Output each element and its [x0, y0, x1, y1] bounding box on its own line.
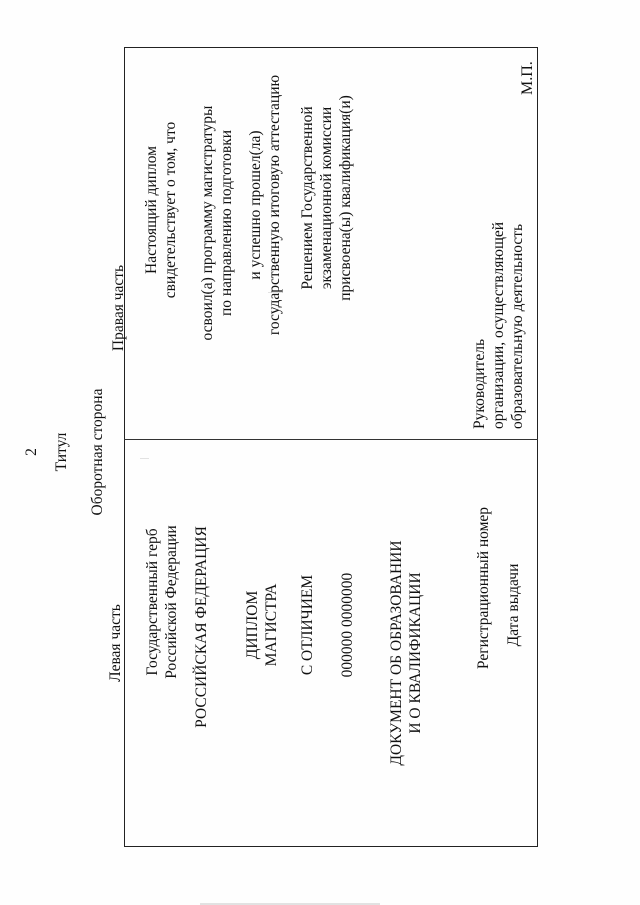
center-divider	[124, 439, 538, 440]
registration-number-label: Регистрационный номер	[475, 506, 492, 670]
diploma-title-line-1: ДИПЛОМ	[244, 590, 261, 660]
commission-line-2: экзаменационной комиссии	[318, 106, 335, 290]
honors-label: С ОТЛИЧИЕМ	[299, 574, 316, 676]
issue-date-label: Дата выдачи	[505, 563, 522, 647]
page-number: 2	[23, 448, 40, 456]
program-line-2: по направлению подготовки	[218, 129, 235, 317]
attestation-line-2: государственную итоговую аттестацию	[266, 74, 283, 336]
head-line-1: Руководитель	[471, 338, 488, 429]
document-type-line-2: И О КВАЛИФИКАЦИИ	[407, 572, 424, 734]
scan-artifact	[140, 458, 149, 459]
left-part-header: Левая часть	[107, 604, 124, 682]
emblem-line-1: Государственный герб	[144, 528, 161, 676]
document-type-line-1: ДОКУМЕНТ ОБ ОБРАЗОВАНИИ	[388, 540, 405, 766]
side-title: Оборотная сторона	[89, 388, 106, 516]
statement-line-2: свидетельствует о том, что	[162, 121, 179, 299]
stamp-placeholder: М.П.	[519, 61, 536, 95]
attestation-line-1: и успешно прошел(ла)	[247, 130, 264, 280]
commission-line-1: Решением Государственной	[299, 106, 316, 290]
statement-line-1: Настоящий диплом	[143, 146, 160, 274]
head-line-3: образовательную деятельность	[509, 223, 526, 429]
serial-number: 000000 0000000	[339, 572, 356, 678]
diploma-title-line-2: МАГИСТРА	[263, 583, 280, 667]
country-name: РОССИЙСКАЯ ФЕДЕРАЦИЯ	[193, 526, 210, 728]
commission-line-3: присвоена(ы) квалификация(и)	[337, 95, 354, 301]
right-part-header: Правая часть	[110, 264, 127, 352]
head-line-2: организации, осуществляющей	[490, 221, 507, 429]
emblem-line-2: Российской Федерации	[163, 525, 180, 679]
page-title: Титул	[53, 432, 70, 472]
program-line-1: освоил(а) программу магистратуры	[199, 105, 216, 341]
